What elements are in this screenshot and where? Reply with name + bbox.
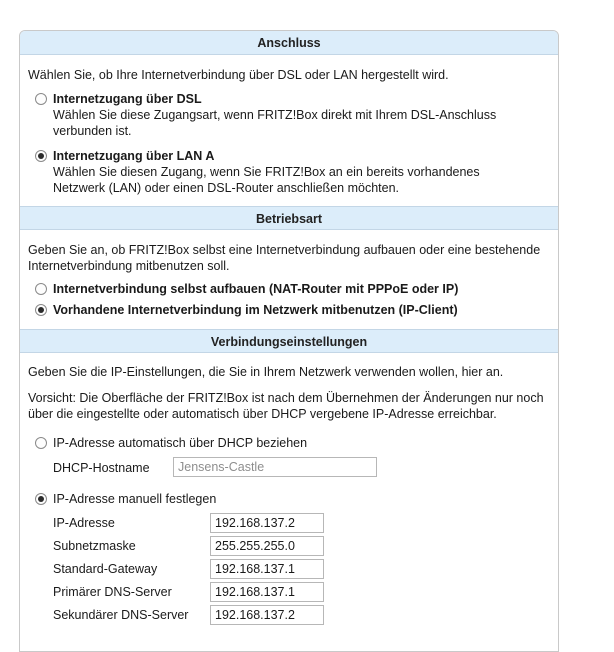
dhcp-hostname-label: DHCP-Hostname: [53, 461, 150, 475]
option-nat-router[interactable]: Internetverbindung selbst aufbauen (NAT-Router mit PPPoE oder IP): [53, 282, 459, 296]
option-dsl-title[interactable]: Internetzugang über DSL: [53, 92, 202, 106]
radio-ip-client[interactable]: [35, 304, 47, 316]
option-lan-a-title[interactable]: Internetzugang über LAN A: [53, 149, 215, 163]
subnet-mask-input[interactable]: 255.255.255.0: [210, 536, 324, 556]
primary-dns-input[interactable]: 192.168.137.1: [210, 582, 324, 602]
subnet-mask-label: Subnetzmaske: [53, 539, 136, 553]
radio-lan-a[interactable]: [35, 150, 47, 162]
option-ip-client[interactable]: Vorhandene Internetverbindung im Netzwerk mitbenutzen (IP-Client): [53, 303, 458, 317]
option-lan-a-desc: Wählen Sie diesen Zugang, wenn Sie FRITZ!Box an ein bereits vorhandenes Netzwerk (LAN) oder einen DSL-Router anschließen möchten.: [53, 165, 480, 195]
gateway-label: Standard-Gateway: [53, 562, 158, 576]
betriebsart-intro: Geben Sie an, ob FRITZ!Box selbst eine Internetverbindung aufbauen oder eine bestehende Internetverbindung mitbenutzen soll.: [28, 243, 541, 273]
secondary-dns-label: Sekundärer DNS-Server: [53, 608, 189, 622]
radio-dhcp[interactable]: [35, 437, 47, 449]
ip-address-input[interactable]: 192.168.137.2: [210, 513, 324, 533]
gateway-input[interactable]: 192.168.137.1: [210, 559, 324, 579]
primary-dns-label: Primärer DNS-Server: [53, 585, 172, 599]
radio-manual-ip[interactable]: [35, 493, 47, 505]
settings-panel: [19, 30, 559, 652]
option-dhcp-label[interactable]: IP-Adresse automatisch über DHCP beziehen: [53, 436, 308, 450]
option-dsl-desc: Wählen Sie diese Zugangsart, wenn FRITZ!Box direkt mit Ihrem DSL-Anschluss verbunden ist.: [53, 108, 497, 138]
section-header-anschluss: Anschluss: [20, 31, 558, 55]
verbindung-warning: Vorsicht: Die Oberfläche der FRITZ!Box ist nach dem Übernehmen der Änderungen nur noch über die eingestellte oder automatisch über DHCP vergebene IP-Adresse erreichbar.: [28, 391, 544, 421]
secondary-dns-input[interactable]: 192.168.137.2: [210, 605, 324, 625]
radio-nat-router[interactable]: [35, 283, 47, 295]
section-header-verbindung: Verbindungseinstellungen: [20, 329, 558, 353]
radio-dsl[interactable]: [35, 93, 47, 105]
verbindung-intro: Geben Sie die IP-Einstellungen, die Sie in Ihrem Netzwerk verwenden wollen, hier an.: [28, 365, 504, 379]
ip-address-label: IP-Adresse: [53, 516, 115, 530]
option-manual-ip-label[interactable]: IP-Adresse manuell festlegen: [53, 492, 217, 506]
section-header-betriebsart: Betriebsart: [20, 206, 558, 230]
dhcp-hostname-input[interactable]: Jensens-Castle: [173, 457, 377, 477]
anschluss-intro: Wählen Sie, ob Ihre Internetverbindung über DSL oder LAN hergestellt wird.: [28, 68, 449, 82]
